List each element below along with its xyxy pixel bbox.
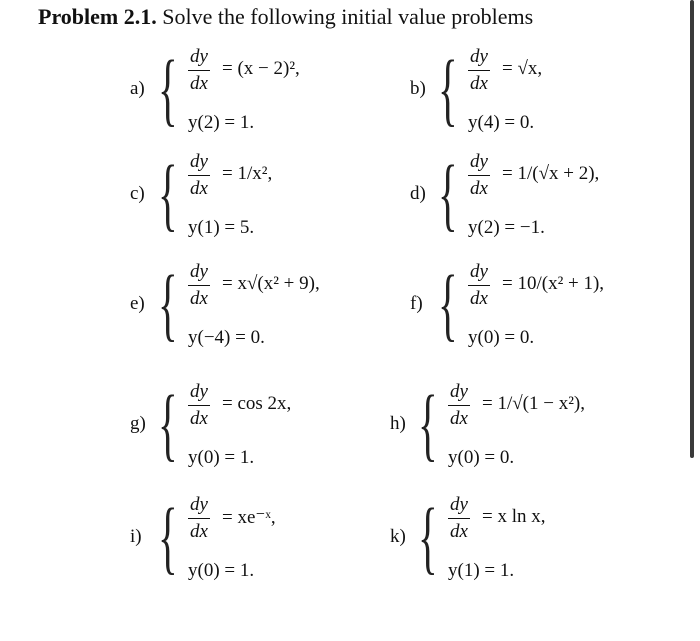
brace-icon: { (158, 378, 178, 469)
equation-rhs: = 1/x², (222, 163, 273, 184)
scrollbar[interactable] (690, 0, 694, 458)
initial-condition: y(2) = −1. (468, 217, 545, 238)
initial-condition: y(0) = 0. (448, 447, 515, 468)
brace-icon: { (158, 491, 178, 582)
problem-number: Problem 2.1. (38, 4, 157, 29)
derivative-fraction (188, 261, 210, 310)
initial-condition: y(0) = 1. (188, 447, 255, 468)
equation-rhs: = (x − 2)², (222, 58, 300, 79)
fraction-denominator: dx (188, 175, 210, 200)
problem-label: h) (390, 413, 406, 434)
derivative-fraction (448, 381, 470, 430)
derivative-fraction (468, 46, 490, 95)
fraction-denominator: dx (188, 518, 210, 543)
fraction-numerator: dy (470, 46, 488, 67)
derivative-fraction (188, 46, 210, 95)
derivative-fraction (468, 151, 490, 200)
derivative-fraction (188, 494, 210, 543)
derivative-fraction (188, 381, 210, 430)
fraction-numerator: dy (470, 151, 488, 172)
fraction-denominator: dx (468, 175, 490, 200)
problem-label: k) (390, 526, 406, 547)
initial-condition: y(2) = 1. (188, 112, 255, 133)
derivative-fraction (188, 151, 210, 200)
fraction-numerator: dy (450, 381, 468, 402)
derivative-fraction (468, 261, 490, 310)
problem-label: c) (130, 183, 145, 204)
fraction-denominator: dx (448, 405, 470, 430)
problem-label: a) (130, 78, 145, 99)
fraction-numerator: dy (190, 46, 208, 67)
equation-rhs: = cos 2x, (222, 393, 292, 414)
initial-condition: y(−4) = 0. (188, 327, 265, 348)
fraction-numerator: dy (190, 261, 208, 282)
fraction-numerator: dy (190, 151, 208, 172)
equation-rhs: = 1/√(1 − x²), (482, 393, 585, 414)
problem-title (38, 4, 533, 30)
fraction-numerator: dy (190, 381, 208, 402)
initial-condition: y(0) = 1. (188, 560, 255, 581)
derivative-fraction (448, 494, 470, 543)
fraction-denominator: dx (188, 70, 210, 95)
problem-label: e) (130, 293, 145, 314)
brace-icon: { (158, 43, 178, 134)
equation-rhs: = x√(x² + 9), (222, 273, 320, 294)
fraction-numerator: dy (190, 494, 208, 515)
brace-icon: { (438, 258, 458, 349)
brace-icon: { (418, 491, 438, 582)
initial-condition: y(4) = 0. (468, 112, 535, 133)
problem-label: g) (130, 413, 146, 434)
fraction-numerator: dy (470, 261, 488, 282)
problem-label: i) (130, 526, 142, 547)
brace-icon: { (438, 43, 458, 134)
brace-icon: { (438, 148, 458, 239)
problem-label: d) (410, 183, 426, 204)
problem-statement: Solve the following initial value problems (156, 4, 534, 29)
brace-icon: { (418, 378, 438, 469)
equation-rhs: = x ln x, (482, 506, 546, 527)
fraction-denominator: dx (188, 405, 210, 430)
initial-condition: y(1) = 1. (448, 560, 515, 581)
fraction-denominator: dx (468, 70, 490, 95)
initial-condition: y(0) = 0. (468, 327, 535, 348)
equation-rhs: = 1/(√x + 2), (502, 163, 600, 184)
fraction-denominator: dx (448, 518, 470, 543)
fraction-numerator: dy (450, 494, 468, 515)
problem-label: f) (410, 293, 423, 314)
problem-label: b) (410, 78, 426, 99)
equation-rhs: = √x, (502, 58, 543, 79)
equation-rhs: = xe⁻ˣ, (222, 507, 276, 528)
fraction-denominator: dx (468, 285, 490, 310)
brace-icon: { (158, 258, 178, 349)
equation-rhs: = 10/(x² + 1), (502, 273, 605, 294)
brace-icon: { (158, 148, 178, 239)
fraction-denominator: dx (188, 285, 210, 310)
initial-condition: y(1) = 5. (188, 217, 255, 238)
